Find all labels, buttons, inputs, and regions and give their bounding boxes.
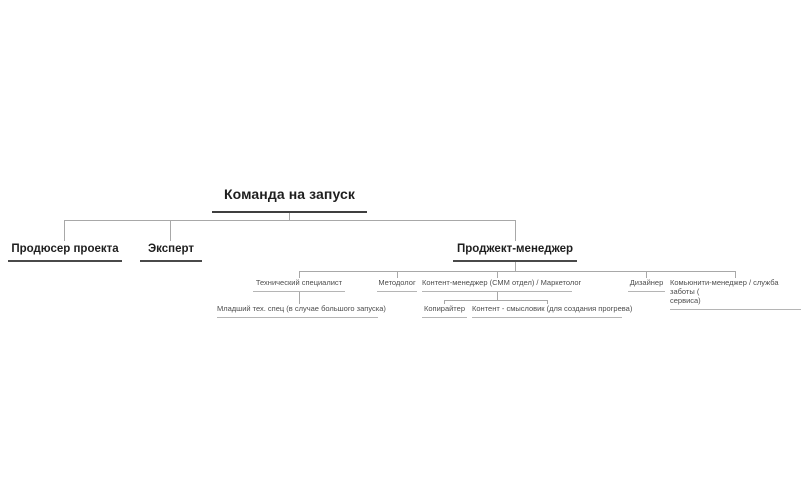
org-node-copywriter[interactable] bbox=[422, 304, 467, 318]
org-node-community-manager-label-line1: Комьюнити-менеджер / служба заботы ( bbox=[670, 278, 779, 296]
org-node-project-manager-label: Проджект-менеджер bbox=[456, 243, 574, 255]
org-node-copywriter-label: Копирайтер bbox=[423, 304, 465, 313]
org-node-tech-specialist-label: Технический специалист bbox=[255, 278, 343, 287]
org-node-content-manager[interactable] bbox=[422, 278, 582, 292]
org-node-tech-specialist[interactable] bbox=[253, 278, 345, 292]
connector-drop-community-manager bbox=[735, 271, 736, 278]
connector-drop-expert bbox=[170, 220, 171, 241]
org-node-expert[interactable] bbox=[140, 243, 202, 262]
org-node-content-smyslovik[interactable] bbox=[472, 304, 633, 318]
connector-drop-content-manager bbox=[497, 271, 498, 278]
org-node-methodologist[interactable] bbox=[377, 278, 417, 292]
org-node-root-label: Команда на запуск bbox=[224, 186, 355, 202]
connector-drop-tech-specialist bbox=[299, 271, 300, 278]
connector-content-stem bbox=[497, 292, 498, 300]
org-node-content-smyslovik-label: Контент - смысловик (для создания прогрева) bbox=[472, 304, 633, 313]
org-node-community-manager-label-line2: сервиса) bbox=[670, 296, 701, 305]
org-node-content-manager-label: Контент-менеджер (СММ отдел) / Маркетолог bbox=[422, 278, 582, 287]
connector-drop-producer bbox=[64, 220, 65, 241]
org-node-expert-label: Эксперт bbox=[147, 243, 195, 255]
connector-pm-stem bbox=[515, 262, 516, 271]
connector-tech-junior bbox=[299, 292, 300, 304]
connector-root-stem bbox=[289, 213, 290, 220]
org-node-methodologist-label: Методолог bbox=[378, 278, 416, 287]
org-node-junior-tech[interactable] bbox=[217, 304, 386, 318]
org-node-community-manager[interactable] bbox=[670, 278, 801, 310]
connector-drop-project-manager bbox=[515, 220, 516, 241]
org-node-root[interactable] bbox=[212, 186, 367, 213]
org-node-project-manager[interactable] bbox=[453, 243, 577, 262]
connector-drop-content-smyslovik bbox=[547, 300, 548, 304]
org-node-producer[interactable] bbox=[8, 243, 122, 262]
org-node-producer-label: Продюсер проекта bbox=[11, 243, 119, 255]
connector-level2-bar bbox=[64, 220, 516, 221]
connector-drop-designer bbox=[646, 271, 647, 278]
org-node-designer[interactable] bbox=[628, 278, 665, 292]
connector-level3-bar bbox=[299, 271, 736, 272]
org-node-designer-label: Дизайнер bbox=[629, 278, 664, 287]
connector-drop-copywriter bbox=[444, 300, 445, 304]
connector-level4-bar bbox=[444, 300, 548, 301]
org-node-junior-tech-label: Младший тех. спец (в случае большого запуска) bbox=[217, 304, 386, 313]
connector-drop-methodologist bbox=[397, 271, 398, 278]
